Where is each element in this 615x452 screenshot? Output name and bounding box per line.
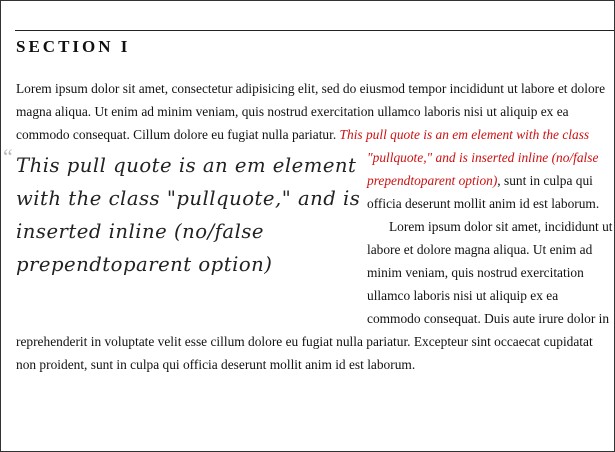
first-paragraph (3, 77, 614, 276)
inline-pull-quote: This pull quote is an em element with the class "pullquote," and is inserted inline (no/false prependtoparent option) (339, 127, 599, 188)
after-quote-text: , sunt in culpa qui officia deserunt mollit anim id est laborum. (367, 173, 600, 211)
pull-quote-box (3, 144, 361, 309)
lead-text: Lorem ipsum dolor sit amet, consectetur adipisicing elit, sed do eiusmod tempor incididunt ut labore et dolore magna aliqua. Ut enim ad minim veniam, quis nostrud exercitation ullamco laboris nisi ut aliquip ex ea commodo consequat. Cillum dolore eu fugiat nulla pariatur. (16, 81, 606, 142)
second-paragraph: Lorem ipsum dolor sit amet, incididunt ut labore et dolore magna aliqua. Ut enim ad minim veniam, quis nostrud exercitation ullamco laboris nisi ut aliquip ex ea commodo consequat. Duis aute irure dolor in reprehenderit in voluptate velit esse cillum dolore eu fugiat nulla pariatur. Excepteur sint occaecat cupidatat non proident, sunt in culpa qui officia deserunt mollit anim id est laborum. (16, 219, 613, 372)
quote-mark-icon: “ (3, 144, 13, 169)
section-title: SECTION I (16, 37, 131, 56)
article-body (3, 77, 614, 376)
top-divider (15, 30, 614, 31)
pull-quote-text: This pull quote is an em element with the class "pullquote," and is inserted inline (no/false prependtoparent option) (16, 154, 361, 276)
